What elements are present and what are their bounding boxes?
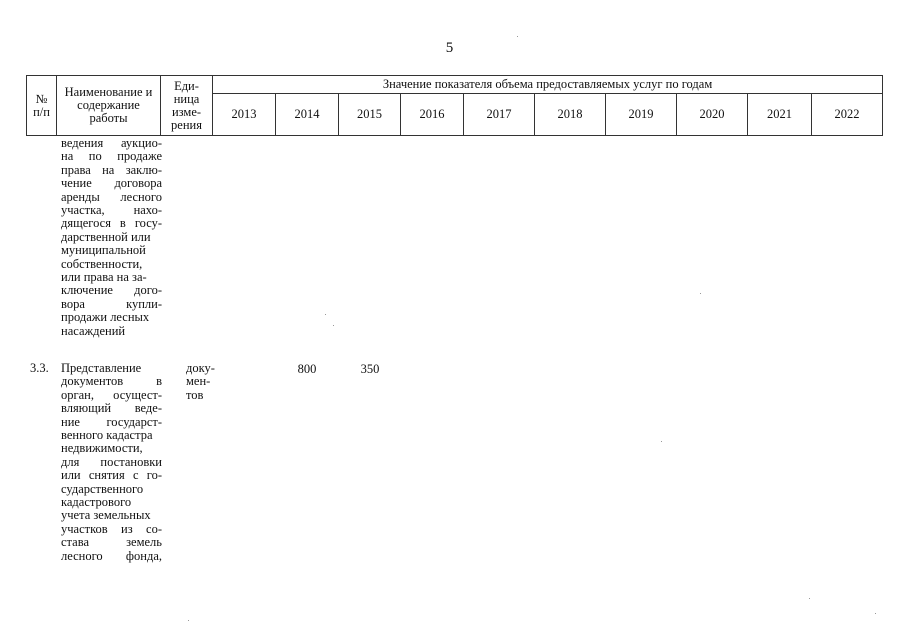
header-unit-line: изме- — [171, 104, 202, 119]
header-name-line: работы — [89, 111, 128, 125]
text-line: участка, нахо- — [61, 203, 162, 218]
header-name-line: Наименование и — [64, 85, 153, 99]
continuation-text — [61, 137, 162, 338]
header-unit-line: рения — [171, 117, 202, 132]
text-line: кадастрового — [61, 495, 132, 510]
text-line: ние государст- — [61, 414, 162, 429]
header-year: 2013 — [213, 94, 276, 136]
text-line: вора купли- — [61, 296, 162, 311]
text-line: тов — [186, 387, 204, 402]
text-line: для постановки — [61, 454, 162, 469]
row-number: 3.3. — [30, 361, 49, 375]
scan-speck — [325, 314, 326, 315]
scan-speck — [700, 293, 701, 294]
text-line: ведения аукцио- — [61, 136, 162, 150]
text-line: аренды лесного — [61, 189, 162, 204]
header-unit — [161, 76, 213, 136]
text-line: недвижимости, — [61, 441, 143, 456]
row-unit — [186, 361, 215, 402]
header-year: 2017 — [464, 94, 535, 136]
header-year: 2014 — [276, 94, 339, 136]
scan-speck — [188, 620, 189, 621]
scan-speck — [661, 441, 662, 442]
text-line: дящегося в госу- — [61, 216, 162, 231]
text-line: орган, осущест- — [61, 387, 162, 402]
text-line: продажи лесных — [61, 310, 150, 325]
header-unit-line: ница — [173, 91, 200, 106]
text-line: на по продаже — [61, 149, 162, 164]
header-num-line: п/п — [33, 104, 50, 119]
header-year: 2018 — [535, 94, 606, 136]
text-line: чение договора — [61, 176, 162, 191]
text-line: участков из со- — [61, 521, 162, 536]
header-group: Значение показателя объема предоставляемых услуг по годам — [213, 76, 883, 94]
header-year: 2021 — [748, 94, 812, 136]
text-line: доку- — [186, 361, 215, 375]
header-year: 2015 — [339, 94, 401, 136]
text-line: вляющий веде- — [61, 401, 162, 416]
text-line: лесного фонда, — [61, 548, 162, 563]
text-line: или права на за- — [61, 270, 147, 285]
text-line: става земель — [61, 535, 162, 550]
header-num-line: № — [35, 91, 48, 106]
header-year: 2022 — [812, 94, 883, 136]
scan-speck — [517, 36, 518, 37]
text-line: собственности, — [61, 256, 143, 271]
value-2014: 800 — [297, 362, 317, 376]
text-line: Представление — [61, 361, 142, 375]
text-line: венного кадастра — [61, 428, 153, 443]
text-line: учета земельных — [61, 508, 151, 523]
text-line: документов в — [61, 374, 162, 389]
value-2015: 350 — [360, 362, 380, 376]
header-name — [57, 76, 161, 136]
header-unit-line: Еди- — [174, 78, 199, 93]
services-volume-table — [26, 75, 883, 136]
scan-speck — [875, 613, 876, 614]
text-line: или снятия с го- — [61, 468, 162, 483]
header-year: 2019 — [606, 94, 677, 136]
text-line: права на заклю- — [61, 162, 162, 177]
text-line: мен- — [186, 374, 211, 389]
header-year: 2016 — [401, 94, 464, 136]
text-line: сударственного — [61, 481, 144, 496]
header-name-line: содержание — [77, 98, 140, 112]
scan-speck — [809, 598, 810, 599]
text-line: ключение дого- — [61, 283, 162, 298]
row-name — [61, 362, 162, 563]
text-line: насаждений — [61, 323, 126, 338]
text-line: дарственной или — [61, 229, 151, 244]
header-year: 2020 — [677, 94, 748, 136]
scan-speck — [333, 325, 334, 326]
header-num — [27, 76, 57, 136]
page-number: 5 — [445, 40, 454, 56]
text-line: муниципальной — [61, 243, 146, 258]
